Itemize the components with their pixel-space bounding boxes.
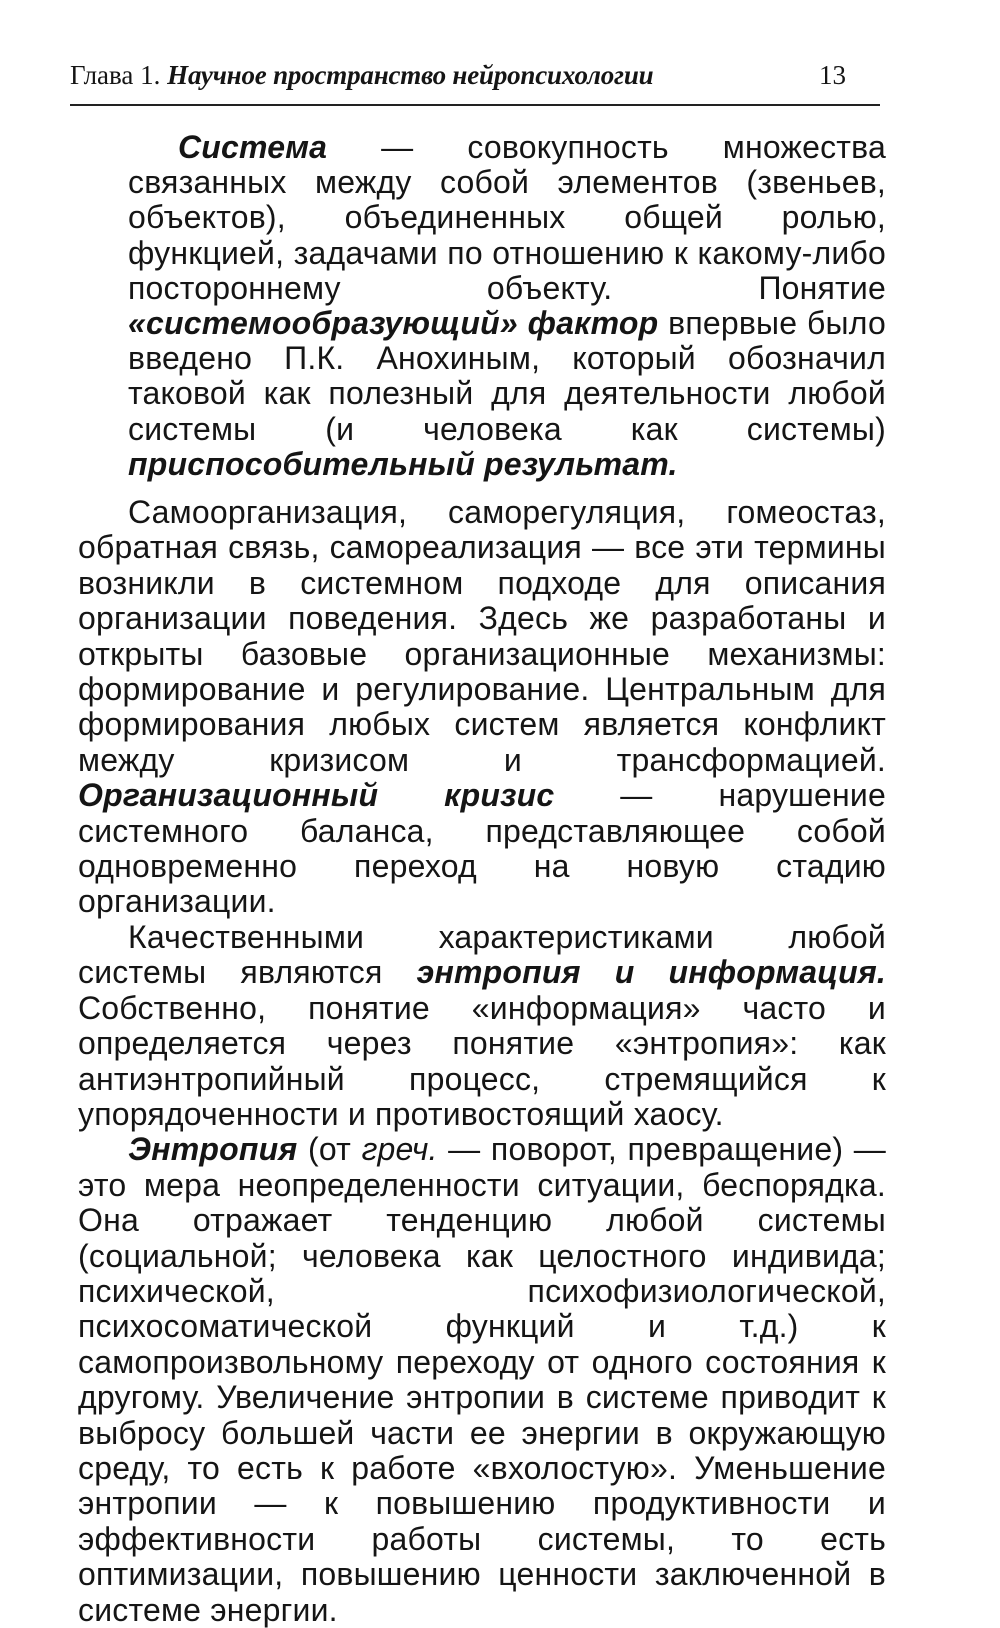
page-number: 13 — [819, 60, 846, 90]
paragraph-self-organization — [78, 495, 886, 920]
paragraph-text: — поворот, превращение) — это мера неопределенности ситуации, беспорядка. Она отражает тенденцию любой системы (социальной; человека как целостного индивида; психической, психофизиологической, психосоматической функций и т.д.) к самопроизвольному переходу от одного состояния к другому. Увеличение энтропии в системе приводит к выбросу большей части ее энергии в окружающую среду, то есть к работе «вхолостую». Уменьшение энтропии — к повышению продуктивности и эффективности работы системы, то есть оптимизации, повышению ценности заключенной в системе энергии. — [78, 1131, 886, 1628]
term-system-forming-factor: «системообразующий» фактор — [128, 305, 659, 342]
main-text — [78, 495, 886, 1628]
definition-text-2: впервые было введено П.К. Анохиным, который обозначил таковой как полезный для деятельности любой системы (и человека как системы) — [128, 305, 886, 447]
paragraph-entropy — [78, 1132, 886, 1628]
term-entropy: Энтропия — [128, 1131, 298, 1168]
paragraph-text: Собственно, понятие «информация» часто и определяется через понятие «энтропия»: как антиэнтропийный процесс, стремящийся к упорядоченности и противостоящий хаосу. — [78, 989, 886, 1132]
paragraph-text: Качественными характеристиками любой системы являются — [78, 918, 886, 991]
paragraph-text: — нарушение системного баланса, представляющее собой одновременно переход на новую стадию организации. — [78, 777, 886, 920]
term-system: Система — [178, 129, 328, 165]
definition-paragraph — [128, 130, 886, 482]
definition-text-1: — совокупность множества связанных между собой элементов (звеньев, объектов), объединенных общей ролью, функцией, задачами по отношению к какому-либо постороннему объекту. Понятие — [128, 129, 886, 306]
term-organizational-crisis: Организационный кризис — [78, 777, 555, 814]
abbrev-greek: греч. — [361, 1131, 438, 1168]
chapter-title: Научное пространство нейропсихологии — [167, 60, 654, 90]
term-entropy-information: энтропия и информация. — [416, 954, 886, 991]
paragraph-qualitative-characteristics — [78, 920, 886, 1132]
term-adaptive-result: приспособительный результат. — [128, 445, 678, 482]
running-header — [70, 58, 880, 106]
chapter-number: Глава 1. — [70, 60, 161, 90]
paragraph-text: Самоорганизация, саморегуляция, гомеостаз, обратная связь, самореализация — все эти термины возникли в системном подходе для описания организации поведения. Здесь же разработаны и открыты базовые организационные механизмы: формирование и регулирование. Центральным для формирования любых систем является конфликт между кризисом и трансформацией. — [78, 494, 886, 778]
definition-block-system — [128, 130, 886, 482]
paragraph-text: (от — [297, 1131, 362, 1168]
